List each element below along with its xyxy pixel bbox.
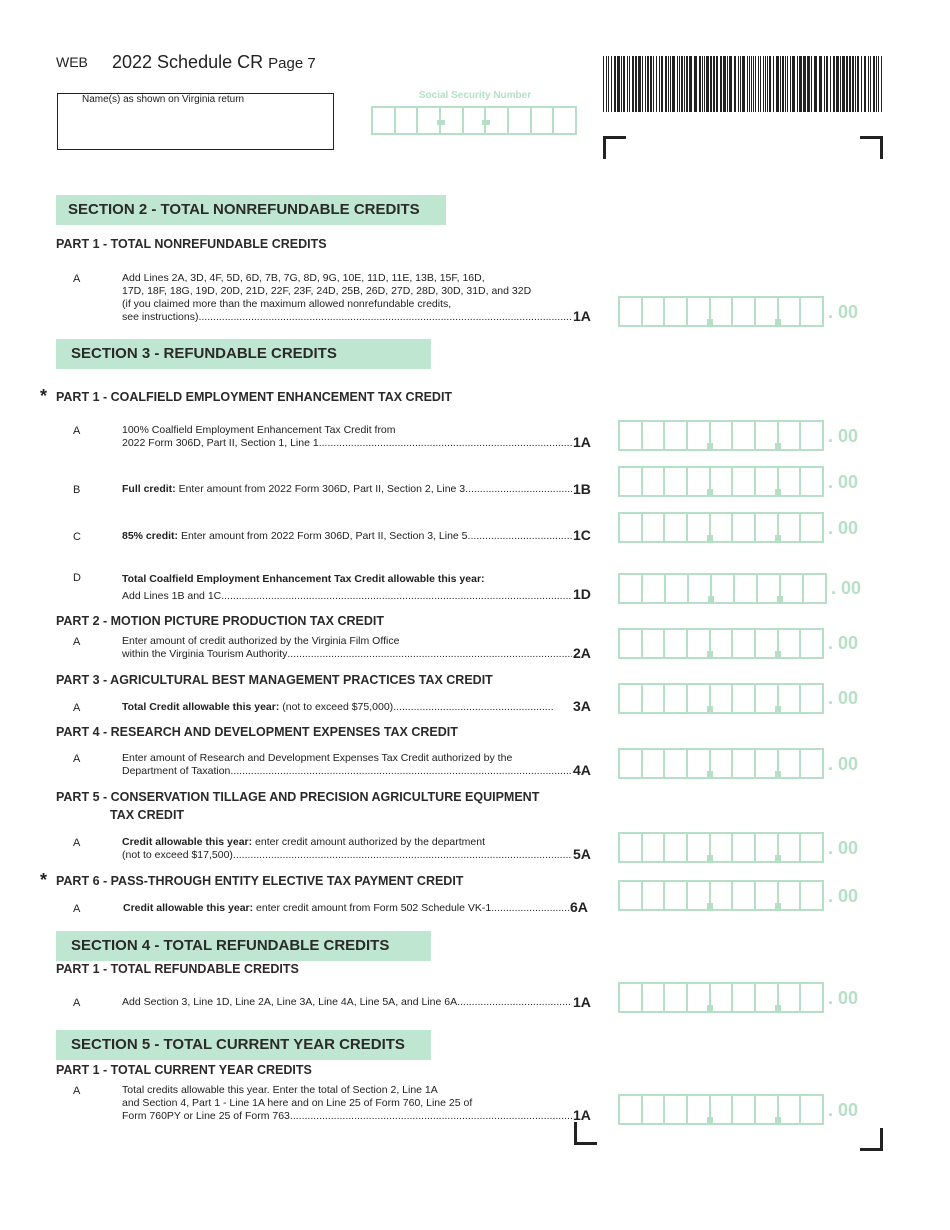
s3-part1-heading: PART 1 - COALFIELD EMPLOYMENT ENHANCEMENT TAX CREDIT [56,390,453,404]
corner-mark-top-left [603,136,626,159]
line-number: 2A [573,645,591,661]
s3-line1d-text: Total Coalfield Employment Enhancement Tax Credit allowable this year: Add Lines 1B and 1C ..... [122,571,572,605]
section-2-heading: SECTION 2 - TOTAL NONREFUNDABLE CREDITS [56,195,446,225]
web-label: WEB [56,54,88,70]
form-title-text: 2022 Schedule CR [112,52,264,72]
cents-label: . 00 [828,886,859,906]
s3-line1a-amount-field[interactable] [618,420,824,451]
line-letter: C [73,531,81,543]
s3-line4a-text: Enter amount of Research and Development Expenses Tax Credit authorized by the Department of Taxation. ..... [122,752,572,778]
s5-line1a-amount-field[interactable] [618,1094,824,1125]
line-number: 4A [573,762,591,778]
cents-label: . 00 [828,838,859,858]
cents-label: . 00 [828,1100,859,1120]
line-number: 3A [573,698,591,714]
s4-part1-heading: PART 1 - TOTAL REFUNDABLE CREDITS [56,962,299,976]
cents-label: . 00 [828,426,859,446]
s3-line6a-text: Credit allowable this year: enter credit amount from Form 502 Schedule VK-1 ..... [123,902,571,915]
s3-line3a-text: Total Credit allowable this year: (not to exceed $75,000) ..... [122,701,567,714]
s2-line1a-amount-field[interactable] [618,296,824,327]
cents-label: . 00 [828,988,859,1008]
line-letter: A [73,753,81,765]
s3-line2a-text: Enter amount of credit authorized by the Virginia Film Office within the Virginia Tourism Authority ..... [122,635,572,661]
line-letter: A [73,903,81,915]
line-number: 1B [573,481,591,497]
s3-line6a-amount-field[interactable] [618,880,824,911]
corner-mark-top-right [860,136,883,159]
line-number: 1D [573,586,591,602]
s3-line4a-amount-field[interactable] [618,748,824,779]
cents-label: . 00 [828,472,859,492]
s3-part2-heading: PART 2 - MOTION PICTURE PRODUCTION TAX CREDIT [56,614,385,628]
line-letter: A [73,273,81,285]
s3-line3a-amount-field[interactable] [618,683,824,714]
line-number: 1A [573,994,591,1010]
s3-part3-heading: PART 3 - AGRICULTURAL BEST MANAGEMENT PRACTICES TAX CREDIT [56,673,493,687]
line-number: 1A [573,434,591,450]
name-field-label: Name(s) as shown on Virginia return [82,94,245,105]
cents-label: . 00 [828,754,859,774]
line-letter: A [73,837,81,849]
cents-label: . 00 [828,302,859,322]
cents-label: . 00 [828,633,859,653]
s3-part5-heading: PART 5 - CONSERVATION TILLAGE AND PRECISION AGRICULTURE EQUIPMENT [56,790,540,804]
s3-line5a-amount-field[interactable] [618,832,824,863]
section-5-heading: SECTION 5 - TOTAL CURRENT YEAR CREDITS [56,1030,431,1060]
line-letter: D [73,572,81,584]
cents-label: . 00 [828,688,859,708]
s3-line2a-amount-field[interactable] [618,628,824,659]
s3-line1c-amount-field[interactable] [618,512,824,543]
s3-line1b-text: Full credit: Enter amount from 2022 Form 306D, Part II, Section 2, Line 3 ..... [122,483,572,496]
line-number: 6A [570,899,588,915]
line-letter: A [73,636,81,648]
section-3-heading: SECTION 3 - REFUNDABLE CREDITS [56,339,431,369]
asterisk-marker: * [40,386,48,406]
asterisk-marker: * [40,870,48,890]
form-title [112,52,316,73]
s3-line1a-text: 100% Coalfield Employment Enhancement Tax Credit from 2022 Form 306D, Part II, Section 1, Line 1 ..... [122,424,572,450]
section-4-heading: SECTION 4 - TOTAL REFUNDABLE CREDITS [56,931,431,961]
s2-line1a-text: Add Lines 2A, 3D, 4F, 5D, 6D, 7B, 7G, 8D, 9G, 10E, 11D, 11E, 13B, 15F, 16D, 17D, 18F, 18G, 19D, 20D, 21D, 22F, 23F, 24D, 25B, 26D, 27D, 28D, 30D, 31D, and 32D (if you claimed more than the maximum allowed nonrefundable credits, see instructions). ..... [122,272,572,324]
line-letter: A [73,425,81,437]
line-number: 5A [573,846,591,862]
corner-mark-bottom-right [860,1128,883,1151]
line-letter: B [73,484,81,496]
cents-label: . 00 [831,578,862,598]
corner-mark-bottom-left [574,1122,597,1145]
line-number: 1A [573,1107,591,1123]
s4-line1a-text: Add Section 3, Line 1D, Line 2A, Line 3A, Line 4A, Line 5A, and Line 6A. ..... [122,996,572,1009]
s3-line1c-text: 85% credit: Enter amount from 2022 Form 306D, Part II, Section 3, Line 5. ..... [122,530,572,543]
s5-part1-heading: PART 1 - TOTAL CURRENT YEAR CREDITS [56,1063,312,1077]
line-number: 1A [573,308,591,324]
s5-line1a-text: Total credits allowable this year. Enter the total of Section 2, Line 1A and Section 4, Part 1 - Line 1A here and on Line 25 of Form 760, Line 25 of Form 760PY or Line 25 of Form 763. ..... [122,1084,572,1123]
line-number: 1C [573,527,591,543]
s4-line1a-amount-field[interactable] [618,982,824,1013]
name-field[interactable] [57,93,334,150]
s2-part1-heading: PART 1 - TOTAL NONREFUNDABLE CREDITS [56,237,327,251]
line-letter: A [73,1085,81,1097]
line-letter: A [73,997,81,1009]
s3-part4-heading: PART 4 - RESEARCH AND DEVELOPMENT EXPENSES TAX CREDIT [56,725,458,739]
page-number: Page 7 [268,55,316,72]
s3-line5a-text: Credit allowable this year: enter credit amount authorized by the department (not to exceed $17,500) ..... [122,836,572,862]
s3-line1b-amount-field[interactable] [618,466,824,497]
cents-label: . 00 [828,518,859,538]
ssn-label: Social Security Number [418,90,532,101]
s3-line1d-amount-field[interactable] [618,573,827,604]
s3-part6-heading: PART 6 - PASS-THROUGH ENTITY ELECTIVE TAX PAYMENT CREDIT [56,874,464,888]
line-letter: A [73,702,81,714]
s3-part5-heading-cont: TAX CREDIT [110,808,185,822]
ssn-field[interactable] [371,106,577,135]
barcode-image [603,56,885,112]
